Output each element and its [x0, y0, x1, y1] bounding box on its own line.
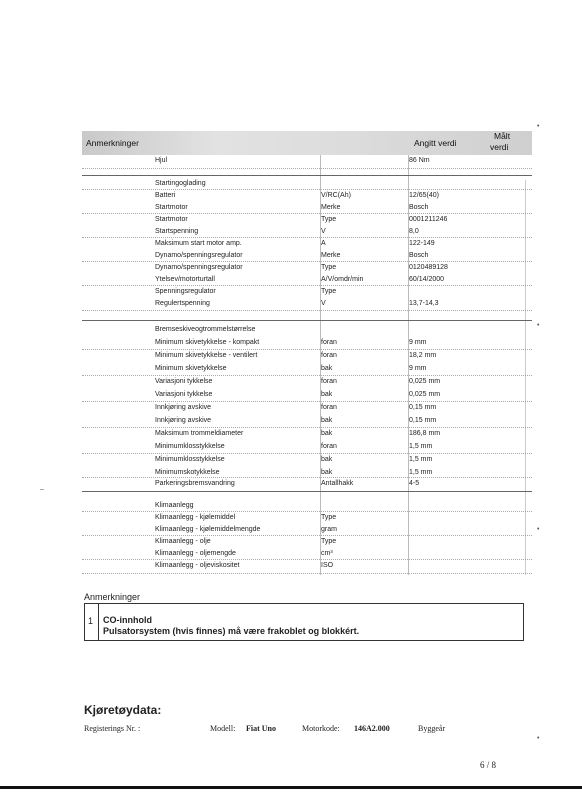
- row-label: Startspenning: [155, 228, 199, 235]
- row-unit: bak: [321, 469, 333, 476]
- row-unit: bak: [321, 417, 333, 424]
- row-label: Variasjoni tykkelse: [155, 378, 213, 385]
- row-label: Maksimum start motor amp.: [155, 240, 242, 247]
- row-unit: Type: [321, 288, 337, 295]
- row-rule: [82, 213, 532, 214]
- row-label: Minimum skivetykkelse: [155, 365, 227, 372]
- row-unit: V: [321, 300, 326, 307]
- row-label: Innkjøring avskive: [155, 417, 212, 424]
- row-rule: [82, 559, 532, 560]
- row-value: Bosch: [409, 252, 429, 259]
- registration-label: Registerings Nr. :: [84, 724, 141, 733]
- row-unit: bak: [321, 391, 333, 398]
- row-label: Innkjøring avskive: [155, 404, 212, 411]
- row-unit: V/RC(Ah): [321, 192, 351, 199]
- row-unit: foran: [321, 378, 337, 385]
- table-row: [82, 415, 532, 426]
- table-row: [82, 238, 532, 249]
- row-label: Spenningsregulator: [155, 288, 216, 295]
- header-measured-1: Målt: [494, 131, 511, 141]
- header-stated-value: Angitt verdi: [414, 138, 457, 148]
- row-unit: Merke: [321, 252, 341, 259]
- row-unit: foran: [321, 443, 337, 450]
- row-unit: Type: [321, 264, 337, 271]
- remarks-box: [84, 603, 524, 641]
- row-label: Minimumklosstykkelse: [155, 443, 225, 450]
- page-number: 6 / 8: [480, 760, 497, 770]
- table-row: [82, 441, 532, 452]
- row-value: 1,5 mm: [409, 469, 433, 476]
- table-row: [82, 454, 532, 465]
- row-label: Variasjoni tykkelse: [155, 391, 213, 398]
- row-unit: A/V/omdr/min: [321, 276, 364, 283]
- table-header: [82, 131, 532, 155]
- row-value: 186,8 mm: [409, 430, 441, 437]
- row-label: Minimumskotykkelse: [155, 469, 220, 476]
- row-unit: cm³: [321, 550, 333, 557]
- row-label: Startmotor: [155, 216, 188, 223]
- row-label: Startingoglading: [155, 180, 206, 187]
- row-unit: gram: [321, 526, 337, 533]
- row-label: Ytelsev/motorturtall: [155, 276, 215, 283]
- table-row: [82, 428, 532, 439]
- row-value: 1,5 mm: [409, 443, 433, 450]
- row-unit: foran: [321, 352, 337, 359]
- table-row: [82, 178, 532, 189]
- engine-code-label: Motorkode:: [302, 724, 340, 733]
- table-row: [82, 337, 532, 348]
- row-value: 13,7-14,3: [409, 300, 439, 307]
- row-value: 0,15 mm: [409, 404, 437, 411]
- remarks-divider: [98, 604, 99, 640]
- table-row: [82, 250, 532, 261]
- table-row: [82, 376, 532, 387]
- table-row: [82, 298, 532, 309]
- row-label: Minimum skivetykkelse - ventilert: [155, 352, 258, 359]
- bottom-border: [0, 786, 582, 789]
- row-unit: A: [321, 240, 326, 247]
- row-value: Bosch: [409, 204, 429, 211]
- row-label: Dynamo/spenningsregulator: [155, 252, 243, 259]
- table-row: [82, 402, 532, 413]
- table-row: [82, 548, 532, 559]
- remarks-line-1: CO-innhold: [103, 615, 152, 625]
- row-rule: [82, 535, 532, 536]
- row-rule: [82, 189, 532, 190]
- row-label: Batteri: [155, 192, 176, 199]
- table-row: [82, 214, 532, 225]
- row-label: Klimaanlegg - kjølemiddelmengde: [155, 526, 261, 533]
- row-rule: [82, 375, 532, 376]
- scan-mark: •: [537, 322, 540, 329]
- table-row: [82, 202, 532, 213]
- scan-mark: –: [40, 486, 44, 493]
- engine-code-value: 146A2.000: [354, 724, 390, 733]
- section-separator: [82, 320, 532, 321]
- row-unit: Type: [321, 538, 337, 545]
- scan-mark: •: [537, 526, 540, 533]
- row-rule: [82, 427, 532, 428]
- row-rule: [82, 573, 532, 574]
- row-label: Bremseskiveogtrommelstørrelse: [155, 326, 256, 333]
- row-rule: [82, 261, 532, 262]
- row-label: Klimaanlegg: [155, 502, 194, 509]
- row-rule: [82, 511, 532, 512]
- row-label: Minimumklosstykkelse: [155, 456, 225, 463]
- table-row: [82, 524, 532, 535]
- model-value: Fiat Uno: [246, 724, 276, 733]
- header-remarks: Anmerkninger: [86, 138, 139, 148]
- remarks-number: 1: [88, 616, 94, 626]
- row-unit: ISO: [321, 562, 334, 569]
- row-value: 60/14/2000: [409, 276, 445, 283]
- row-value: 4-5: [409, 480, 420, 487]
- row-label: Maksimum trommeldiameter: [155, 430, 244, 437]
- row-value: 0,025 mm: [409, 391, 441, 398]
- row-value: 0,15 mm: [409, 417, 437, 424]
- row-value: 86 Nm: [409, 157, 430, 164]
- build-year-label: Byggeår: [418, 724, 446, 733]
- table-row: [82, 190, 532, 201]
- row-label: Klimaanlegg - oljemengde: [155, 550, 236, 557]
- table-row: [82, 512, 532, 523]
- table-row: [82, 389, 532, 400]
- row-value: 0120489128: [409, 264, 448, 271]
- row-label: Startmotor: [155, 204, 188, 211]
- scan-mark: •: [537, 735, 540, 742]
- row-rule: [82, 477, 532, 478]
- table-row: [82, 350, 532, 361]
- table-row: [82, 478, 532, 489]
- row-unit: bak: [321, 430, 333, 437]
- row-rule: [82, 310, 532, 311]
- row-rule: [82, 237, 532, 238]
- row-unit: Type: [321, 216, 337, 223]
- row-unit: foran: [321, 339, 337, 346]
- row-value: 9 mm: [409, 365, 427, 372]
- row-label: Hjul: [155, 157, 168, 164]
- header-measured-2: verdi: [490, 142, 509, 152]
- row-unit: foran: [321, 404, 337, 411]
- row-value: 18,2 mm: [409, 352, 437, 359]
- row-label: Klimaanlegg - olje: [155, 538, 211, 545]
- row-label: Klimaanlegg - kjølemiddel: [155, 514, 236, 521]
- row-value: 1,5 mm: [409, 456, 433, 463]
- table-row: [82, 536, 532, 547]
- scan-mark: •: [537, 123, 540, 130]
- table-row: [82, 324, 532, 335]
- row-unit: Type: [321, 514, 337, 521]
- row-label: Parkeringsbremsvandring: [155, 480, 235, 487]
- row-unit: V: [321, 228, 326, 235]
- row-value: 9 mm: [409, 339, 427, 346]
- remarks-line-2: Pulsatorsystem (hvis finnes) må være frakoblet og blokkért.: [103, 626, 360, 636]
- table-row: [82, 226, 532, 237]
- row-rule: [82, 453, 532, 454]
- row-value: 0,025 mm: [409, 378, 441, 385]
- table-row: [82, 262, 532, 273]
- table-row: [82, 274, 532, 285]
- table-row: [82, 155, 532, 166]
- row-value: 12/65(40): [409, 192, 439, 199]
- row-label: Klimaanlegg - oljeviskositet: [155, 562, 240, 569]
- table-row: [82, 500, 532, 511]
- table-row: [82, 363, 532, 374]
- row-unit: bak: [321, 365, 333, 372]
- vehicle-data-title: Kjøretøydata:: [84, 703, 162, 717]
- row-rule: [82, 168, 532, 169]
- row-unit: bak: [321, 456, 333, 463]
- row-value: 122-149: [409, 240, 435, 247]
- row-rule: [82, 401, 532, 402]
- model-label: Modell:: [210, 724, 236, 733]
- row-value: 8,0: [409, 228, 419, 235]
- table-row: [82, 560, 532, 571]
- row-rule: [82, 285, 532, 286]
- row-label: Minimum skivetykkelse - kompakt: [155, 339, 260, 346]
- section-separator: [82, 175, 532, 176]
- row-label: Regulertspenning: [155, 300, 210, 307]
- row-label: Dynamo/spenningsregulator: [155, 264, 243, 271]
- row-unit: Merke: [321, 204, 341, 211]
- table-row: [82, 286, 532, 297]
- remarks-title: Anmerkninger: [84, 592, 141, 602]
- row-value: 0001211246: [409, 216, 448, 223]
- row-rule: [82, 349, 532, 350]
- section-separator: [82, 491, 532, 492]
- row-unit: Antallhakk: [321, 480, 354, 487]
